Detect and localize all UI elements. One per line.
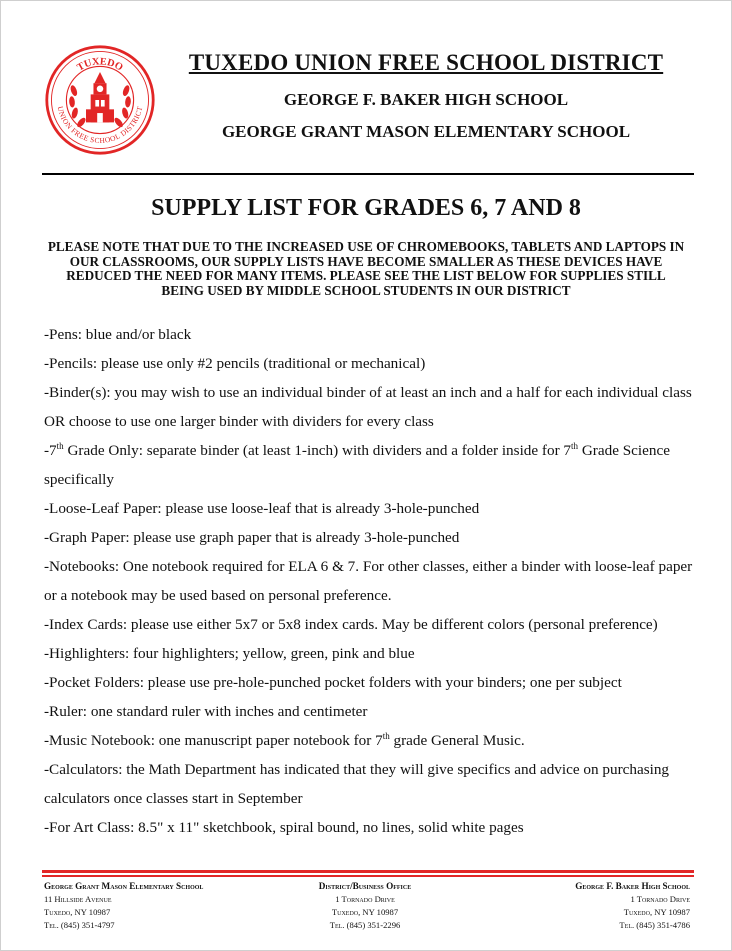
music-sup: th (382, 730, 390, 741)
list-item-highlighters: -Highlighters: four highlighters; yellow, green, pink and blue (44, 645, 415, 662)
list-item-graph-paper: -Graph Paper: please use graph paper that is already 3-hole-punched (44, 529, 460, 546)
footer-red-rule-bottom (42, 875, 694, 877)
footer-district-address (290, 880, 440, 932)
list-item-grade7 (44, 436, 704, 494)
grade7-text-2: Grade Only: separate binder (at least 1-inch) with dividers and a folder inside for 7 (63, 442, 572, 459)
list-item-music (44, 726, 704, 755)
notice-paragraph: PLEASE NOTE THAT DUE TO THE INCREASED USE OF CHROMEBOOKS, TABLETS AND LAPTOPS IN OUR CLASSROOMS, OUR SUPPLY LISTS HAVE BECOME SMALLER AS THESE DEVICES HAVE REDUCED THE NEED FOR MANY ITEMS. PLEASE SEE THE LIST BELOW FOR SUPPLIES STILL BEING USED BY MIDDLE SCHOOL STUDENTS IN OUR DISTRICT (47, 239, 685, 298)
school-name-high: GEORGE F. BAKER HIGH SCHOOL (283, 90, 569, 109)
list-item-index-cards: -Index Cards: please use either 5x7 or 5x8 index cards. May be different colors (personal preference) (44, 616, 658, 633)
svg-text:UNION FREE SCHOOL DISTRICT: UNION FREE SCHOOL DISTRICT (55, 105, 145, 146)
footer-center-name: District/Business Office (318, 881, 412, 891)
district-title: TUXEDO UNION FREE SCHOOL DISTRICT (188, 50, 664, 75)
list-item-pocket-folders: -Pocket Folders: please use pre-hole-punched pocket folders with your binders; one per subject (44, 674, 622, 691)
list-item-ruler: -Ruler: one standard ruler with inches and centimeter (44, 703, 368, 720)
music-text-2: grade General Music. (389, 732, 525, 749)
list-item-calculators: -Calculators: the Math Department has indicated that they will give specifics and advice on purchasing calculators once classes start in September (44, 761, 670, 807)
page-title: SUPPLY LIST FOR GRADES 6, 7 AND 8 (151, 195, 581, 221)
grade7-sup-1: th (56, 440, 64, 451)
footer-left-address: 11 Hillside Avenue (44, 894, 112, 904)
district-seal-logo (44, 44, 156, 156)
footer-right-city: Tuxedo, NY 10987 (623, 907, 690, 917)
list-item-pencils: -Pencils: please use only #2 pencils (traditional or mechanical) (44, 355, 426, 372)
list-item-notebooks: -Notebooks: One notebook required for ELA 6 & 7. For other classes, either a binder with loose-leaf paper or a notebook may be used based on personal preference. (44, 558, 693, 604)
list-item-looseleaf: -Loose-Leaf Paper: please use loose-leaf that is already 3-hole-punched (44, 500, 480, 517)
footer-right-name: George F. Baker High School (575, 881, 690, 891)
footer-right-address: 1 Tornado Drive (630, 894, 690, 904)
list-item-pens: -Pens: blue and/or black (44, 326, 192, 343)
footer-elementary-address (44, 880, 203, 932)
supply-list (44, 320, 704, 842)
footer-center-address: 1 Tornado Drive (335, 894, 395, 904)
footer-red-rule-top (42, 870, 694, 873)
grade7-text-3: Grade Science specifically (44, 442, 670, 488)
school-name-elementary: GEORGE GRANT MASON ELEMENTARY SCHOOL (221, 122, 631, 141)
footer-left-name: George Grant Mason Elementary School (44, 881, 204, 891)
footer-left-tel: Tel. (845) 351-4797 (44, 920, 115, 930)
footer-center-city: Tuxedo, NY 10987 (331, 907, 399, 917)
header-divider (42, 173, 694, 175)
footer-right-tel: Tel. (845) 351-4786 (619, 920, 690, 930)
list-item-art: -For Art Class: 8.5" x 11" sketchbook, spiral bound, no lines, solid white pages (44, 819, 524, 836)
footer-highschool-address (575, 880, 690, 932)
list-item-binders: -Binder(s): you may wish to use an individual binder of at least an inch and a half for each individual class OR choose to use one larger binder with dividers for every class (44, 384, 692, 430)
grade7-text-1: -7 (44, 442, 57, 459)
svg-text:TUXEDO: TUXEDO (75, 56, 125, 74)
footer-left-city: Tuxedo, NY 10987 (44, 907, 111, 917)
music-text-1: -Music Notebook: one manuscript paper notebook for 7 (44, 732, 383, 749)
footer-center-tel: Tel. (845) 351-2296 (329, 920, 401, 930)
grade7-sup-2: th (571, 440, 579, 451)
